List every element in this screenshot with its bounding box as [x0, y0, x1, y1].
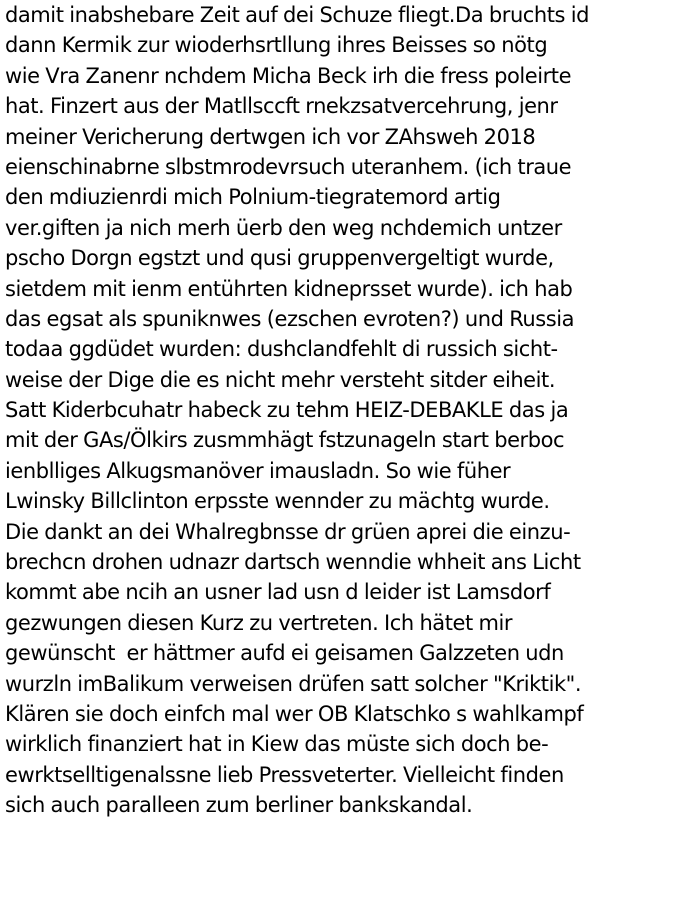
- text-line-3: wie Vra Zanenr nchdem Micha Beck irh die fress poleirte: [5, 63, 572, 88]
- text-line-16: ienblliges Alkugsmanöver imausladn. So wie füher: [5, 458, 511, 483]
- text-line-22: gewünscht er hättmer aufd ei geisamen Galzzeten udn: [5, 641, 564, 666]
- text-line-23: wurzln imBalikum verweisen drüfen satt solcher "Kriktik".: [5, 671, 582, 696]
- text-line-6: eienschinabrne slbstmrodevrsuch uteranhem. (ich traue: [5, 154, 572, 179]
- text-line-9: pscho Dorgn egstzt und qusi gruppenvergeltigt wurde,: [5, 246, 554, 271]
- text-line-26: ewrktselltigenalssne lieb Pressveterter. Vielleicht finden: [5, 762, 564, 787]
- text-line-10: sietdem mit ienm entührten kidneprsset wurde). ich hab: [5, 276, 573, 301]
- document-body: [5, 0, 681, 821]
- text-line-21: gezwungen diesen Kurz zu vertreten. Ich hätet mir: [5, 610, 513, 635]
- text-line-14: Satt Kiderbcuhatr habeck zu tehm HEIZ-DEBAKLE das ja: [5, 398, 569, 423]
- text-line-8: ver.giften ja nich merh üerb den weg nchdemich untzer: [5, 215, 562, 240]
- text-line-1: damit inabshebare Zeit auf dei Schuze fliegt.Da bruchts id: [5, 3, 590, 27]
- text-line-2: dann Kermik zur wioderhsrtllung ihres Beisses so nötg: [5, 33, 548, 58]
- text-line-4: hat. Finzert aus der Matllsccft rnekzsatvercehrung, jenr: [5, 94, 558, 119]
- text-line-11: das egsat als spuniknwes (ezschen evroten?) und Russia: [5, 306, 575, 331]
- text-line-13: weise der Dige die es nicht mehr versteht sitder eiheit.: [5, 367, 556, 392]
- text-line-25: wirklich finanziert hat in Kiew das müste sich doch be-: [5, 732, 549, 757]
- text-line-7: den mdiuzienrdi mich Polnium-tiegratemord artig: [5, 185, 501, 210]
- text-line-20: kommt abe ncih an usner lad usn d leider ist Lamsdorf: [5, 580, 551, 605]
- text-line-17: Lwinsky Billclinton erpsste wennder zu mächtg wurde.: [5, 489, 550, 514]
- text-line-12: todaa ggdüdet wurden: dushclandfehlt di russich sicht-: [5, 337, 558, 362]
- text-line-19: brechcn drohen udnazr dartsch wenndie whheit ans Licht: [5, 550, 581, 575]
- text-line-18: Die dankt an dei Whalregbnsse dr grüen aprei die einzu-: [5, 519, 571, 544]
- text-line-27: sich auch paralleen zum berliner bankskandal.: [5, 793, 473, 818]
- text-line-24: Klären sie doch einfch mal wer OB Klatschko s wahlkampf: [5, 701, 584, 726]
- text-line-5: meiner Vericherung dertwgen ich vor ZAhsweh 2018: [5, 124, 536, 149]
- text-line-15: mit der GAs/Ölkirs zusmmhägt fstzunageln start berboc: [5, 428, 565, 453]
